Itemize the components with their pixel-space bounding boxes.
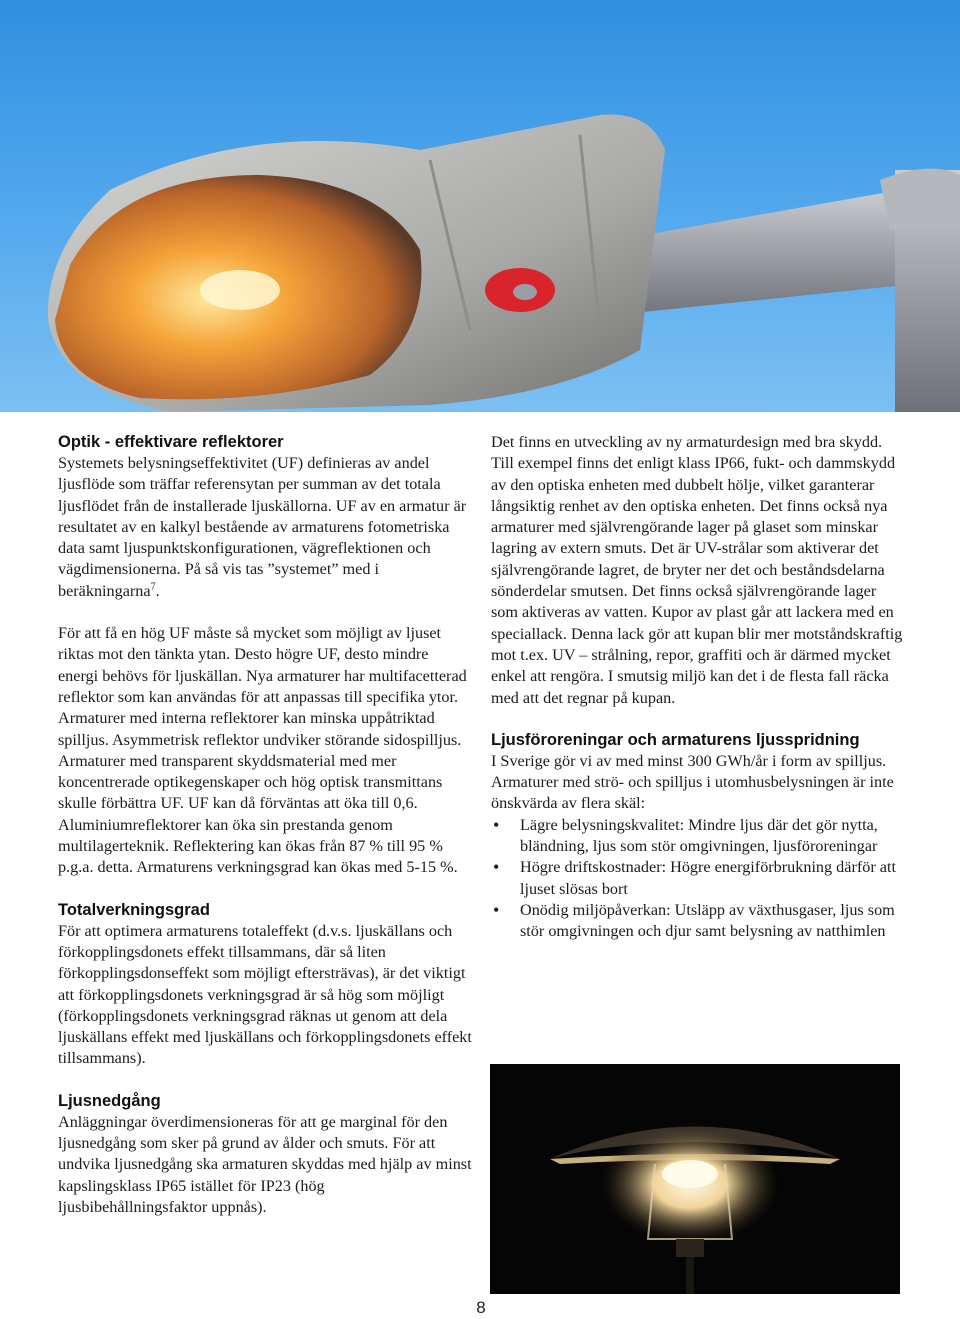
night-lantern-illustration [490,1064,900,1294]
list-item: • Onödig miljöpåverkan: Utsläpp av växthusgaser, ljus som stör omgivningen och djur samt belysning av natthimlen [491,900,903,943]
list-item: • Högre driftskostnader: Högre energiförbrukning därför att ljuset slösas bort [491,857,903,900]
heading-totalverkningsgrad: Totalverkningsgrad [58,900,210,919]
paragraph-totalverkningsgrad: För att optimera armaturens totaleffekt (d.v.s. ljuskällans och förkopplingsdonets effekt tillsammans, där så liten förkopplingsdonseffekt som möjligt eftersträvas), är det viktigt att förkopplingsdonets verkningsgrad är så hög som möjligt (förkopplingsdonets verkningsgrad räknas ut genom att dela ljuskällans effekt med ljuskällans och förkopplingsdonets effekt tillsammans). [58,921,472,1068]
night-lantern-photo [490,1064,900,1294]
heading-ljusnedgang: Ljusnedgång [58,1091,161,1110]
street-light-illustration [0,0,960,412]
paragraph-spilljus: I Sverige gör vi av med minst 300 GWh/år i form av spilljus. Armaturer med strö- och spilljus i utomhusbelysningen är inte önskvärda av flera skäl: [491,751,894,813]
street-light-photo [0,0,960,412]
right-column [491,432,903,943]
paragraph-optik-2: För att få en hög UF måste så mycket som möjligt av ljuset riktas mot den tänkta ytan. Desto högre UF, desto mindre energi behövs för ljuskällan. Nya armaturer har multifacetterad reflektor som kan användas för att anpassas till specifika ytor. Armaturer med interna reflektorer kan minska uppåtriktad spilljus. Asymmetrisk reflektor undviker störande sidospilljus. Armaturer med transparent skyddsmaterial med mer koncentrerade optikegenskaper och hög optisk transmittans skulle förbättra UF. UF kan då förväntas att öka till 0,6. Aluminiumreflektorer kan öka sin prestanda genom multilagerteknik. Reflektering kan ökas från 87 % till 95 % p.g.a. detta. Armaturens verkningsgrad kan ökas med 5-15 %. [58,624,467,877]
page-number: 8 [476,1298,486,1317]
paragraph-optik-1 [58,453,472,602]
bullet-list [491,815,903,943]
footnote-ref: 7 [150,581,156,593]
footnote-suffix: . [155,581,160,600]
paragraph-optik-1-text: Systemets belysningseffektivitet (UF) definieras av andel ljusflöde som träffar referensytan per summan av det totala ljusflödet från de installerade ljuskällorna. UF av en armatur är resultatet av en kalkyl bestående av armaturens fotometriska data samt ljuspunktskonfigurationen, vägreflektionen och vägdimensionerna. På så vis tas ”systemet” med i beräkningarna [58,454,467,600]
left-column [58,432,472,1218]
paragraph-ljusnedgang: Anläggningar överdimensioneras för att ge marginal för den ljusnedgång som sker på grund av ålder och smuts. För att undvika ljusnedgång ska armaturen skyddas med hjälp av minst kapslingsklass IP65 istället för IP23 (hög ljusbibehållningsfaktor uppnås). [58,1112,472,1216]
paragraph-armaturdesign: Det finns en utveckling av ny armaturdesign med bra skydd. Till exempel finns det enligt klass IP66, fukt- och dammskydd av den optiska enheten med dubbelt hölje, vilket garanterar långsiktig renhet av den optiska enheten. Det finns också nya armaturer med självrengörande lager på glaset som minskar lagring av extern smuts. Det är UV-strålar som aktiverar det självrengörande lagret, de bryter ner det och beståndsdelarna sönderdelar smutsen. Det finns också självrengörande lager som aktiveras av vatten. Kupor av plast går att lackera med en speciallack. Denna lack gör att kupan blir mer motståndskraftig mot t.ex. UV – strålning, repor, graffiti och är därmed mycket enkel att rengöra. I smutsig miljö kan det i de flesta fall räcka med att det regnar på kupan. [491,433,903,707]
heading-optik: Optik - effektivare reflektorer [58,433,284,451]
list-item: • Lägre belysningskvalitet: Mindre ljus där det gör nytta, bländning, ljus som stör omgivningen, ljusföroreningar [491,815,903,858]
heading-ljusfororeningar: Ljusföroreningar och armaturens ljusspridning [491,730,860,749]
